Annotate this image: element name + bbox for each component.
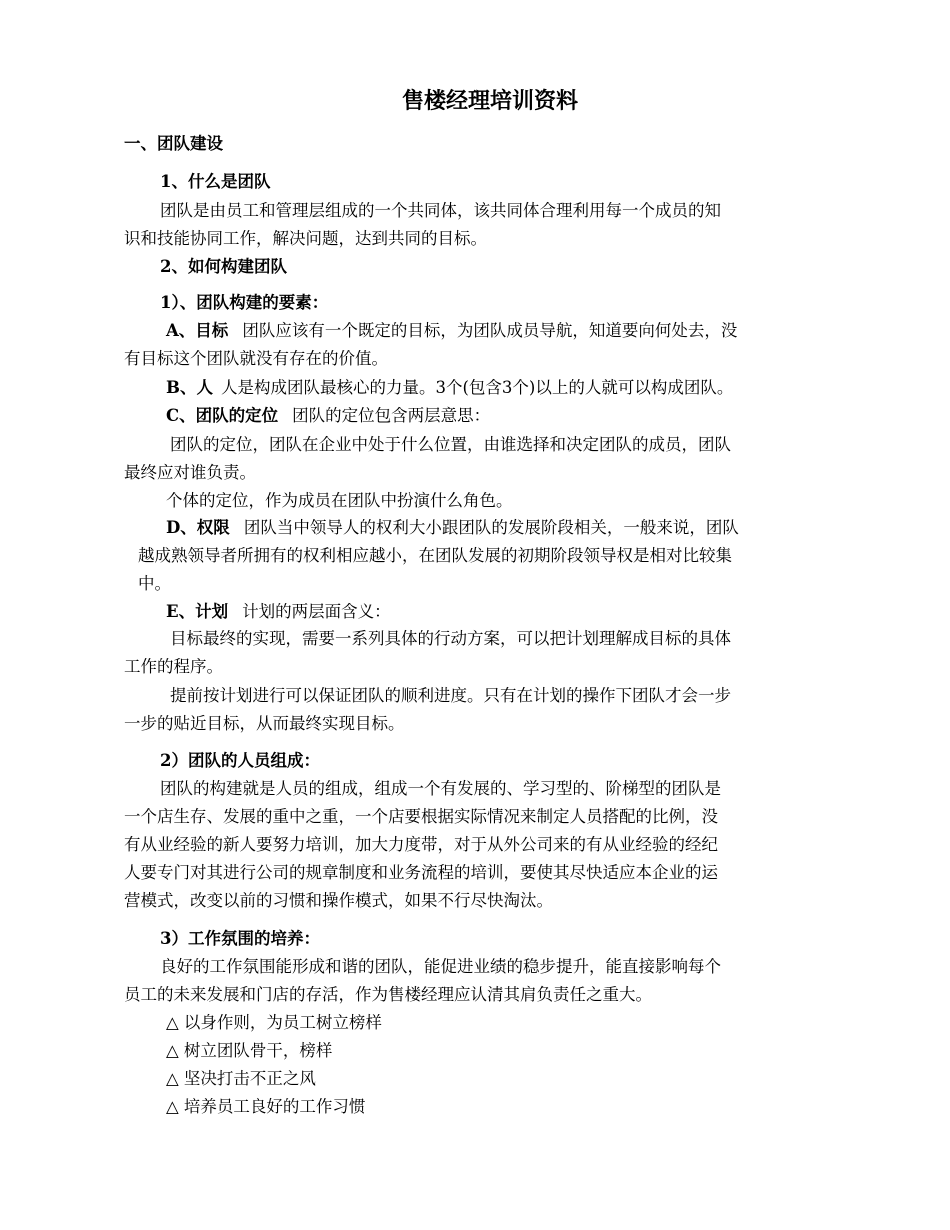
paragraph-line: 一个店生存、发展的重中之重，一个店要根据实际情况来制定人员搭配的比例，没 xyxy=(124,807,718,826)
element-c-text: 团队的定位包含两层意思： xyxy=(292,406,491,425)
paragraph-line: 良好的工作氛围能形成和谐的团队，能促进业绩的稳步提升，能直接影响每个 xyxy=(160,957,721,976)
bullet-item: △ 树立团队骨干，榜样 xyxy=(166,1041,333,1060)
paragraph-line: 个体的定位，作为成员在团队中扮演什么角色。 xyxy=(166,491,513,510)
paragraph-line: 识和技能协同工作，解决问题，达到共同的目标。 xyxy=(124,229,487,248)
element-c-line xyxy=(166,405,490,427)
paragraph-line: 提前按计划进行可以保证团队的顺利进度。只有在计划的操作下团队才会一步 xyxy=(170,686,731,705)
bullet-item: △ 培养员工良好的工作习惯 xyxy=(166,1097,366,1116)
paragraph-line: 工作的程序。 xyxy=(124,657,223,676)
element-b-text: 人是构成团队最核心的力量。3个(包含3个)以上的人就可以构成团队。 xyxy=(220,378,734,397)
element-d-label: D、权限 xyxy=(166,518,230,537)
element-b-line xyxy=(166,377,733,399)
paragraph-line: 团队是由员工和管理层组成的一个共同体，该共同体合理利用每一个成员的知 xyxy=(160,201,721,220)
subheading-what-is-team: 1、什么是团队 xyxy=(160,172,271,191)
paragraph-line: 最终应对谁负责。 xyxy=(124,463,256,482)
document-title: 售楼经理培训资料 xyxy=(401,88,578,114)
paragraph-line: 目标最终的实现，需要一系列具体的行动方案，可以把计划理解成目标的具体 xyxy=(170,629,731,648)
paragraph-line: 团队的定位，团队在企业中处于什么位置，由谁选择和决定团队的成员，团队 xyxy=(170,435,731,454)
subheading-elements: 1）、团队构建的要素： xyxy=(160,293,329,312)
element-a-label: A、目标 xyxy=(166,321,229,340)
paragraph-line: 有目标这个团队就没有存在的价值。 xyxy=(124,349,388,368)
element-a-text: 团队应该有一个既定的目标，为团队成员导航，知道要向何处去，没 xyxy=(242,321,738,340)
paragraph-line: 有从业经验的新人要努力培训，加大力度带，对于从外公司来的有从业经验的经纪 xyxy=(124,835,718,854)
paragraph-line: 一步的贴近目标，从而最终实现目标。 xyxy=(124,714,405,733)
paragraph-line: 人要专门对其进行公司的规章制度和业务流程的培训，要使其尽快适应本企业的运 xyxy=(124,863,718,882)
subheading-staff-composition: 2）团队的人员组成： xyxy=(160,751,320,770)
element-a-line xyxy=(166,320,737,342)
paragraph-line: 团队的构建就是人员的组成，组成一个有发展的、学习型的、阶梯型的团队是 xyxy=(160,779,721,798)
paragraph-line: 营模式，改变以前的习惯和操作模式，如果不行尽快淘汰。 xyxy=(124,891,553,910)
paragraph-line: 中。 xyxy=(138,574,171,593)
element-b-label: B、人 xyxy=(166,378,213,397)
bullet-item: △ 坚决打击不正之风 xyxy=(166,1069,316,1088)
subheading-how-to-build: 2、如何构建团队 xyxy=(160,257,287,276)
element-d-text: 团队当中领导人的权利大小跟团队的发展阶段相关，一般来说，团队 xyxy=(243,518,739,537)
subheading-work-atmosphere: 3）工作氛围的培养： xyxy=(160,929,320,948)
element-e-line xyxy=(166,601,391,623)
element-e-text: 计划的两层面含义： xyxy=(242,602,391,621)
element-c-label: C、团队的定位 xyxy=(166,406,279,425)
element-d-line xyxy=(166,517,739,539)
paragraph-line: 越成熟领导者所拥有的权利相应越小，在团队发展的初期阶段领导权是相对比较集 xyxy=(138,546,732,565)
paragraph-line: 员工的未来发展和门店的存活，作为售楼经理应认清其肩负责任之重大。 xyxy=(124,985,652,1004)
section-heading-team-building: 一、团队建设 xyxy=(124,134,223,153)
element-e-label: E、计划 xyxy=(166,602,229,621)
bullet-item: △ 以身作则，为员工树立榜样 xyxy=(166,1013,382,1032)
